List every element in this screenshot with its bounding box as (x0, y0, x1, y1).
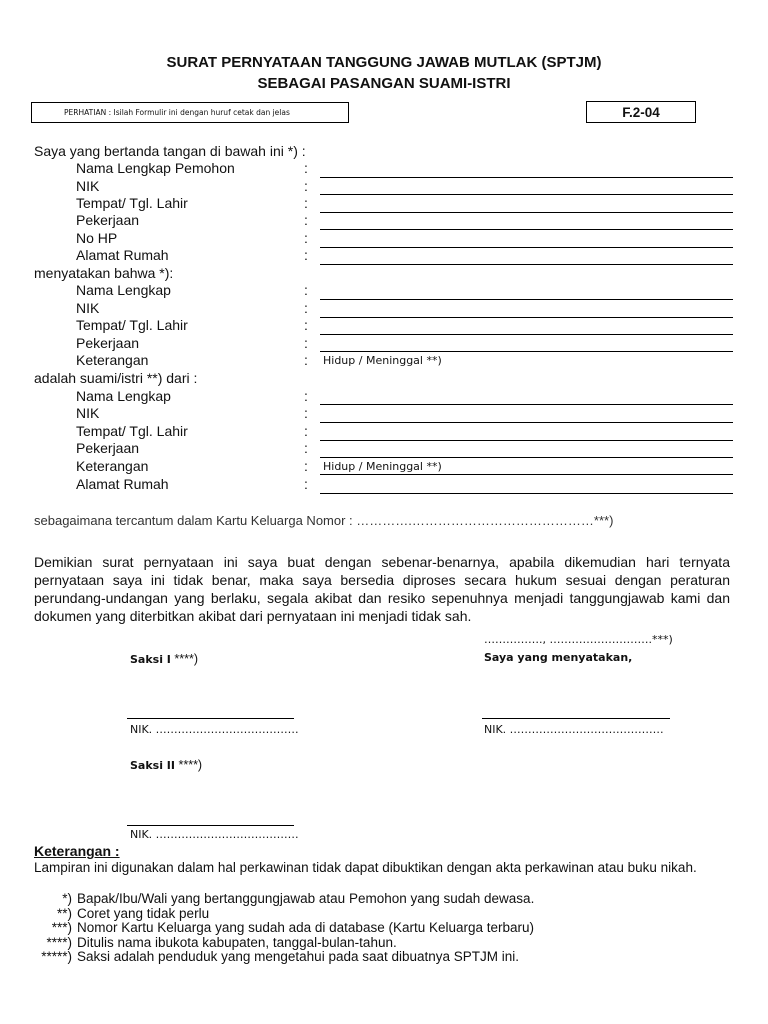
field-label: Nama Lengkap (76, 388, 171, 404)
fill-line[interactable] (320, 474, 733, 475)
section2-intro: menyatakan bahwa *): (34, 265, 174, 281)
place-date-line: ……………., ……………………….***) (484, 633, 673, 646)
footnotes-intro: Lampiran ini digunakan dalam hal perkawinan tidak dapat dibuktikan dengan akta perkawinan atau buku nikah. (34, 860, 697, 875)
saksi1-heading (130, 650, 198, 668)
field-label: Tempat/ Tgl. Lahir (76, 195, 188, 211)
statement-paragraph: Demikian surat pernyataan ini saya buat dengan sebenar-benarnya, apabila dikemudian hari ternyata pernyataan saya ini tidak benar, maka saya bersedia diproses secara hukum sesuai dengan peraturan perundang-undangan yang berlaku, segala akibat dan resiko sepenuhnya menjadi tanggungjawab kami dan dokumen yang diterbitkan akibat dari pernyataan ini menjadi tidak sah. (34, 554, 730, 624)
instruction-note: PERHATIAN : Isilah Formulir ini dengan huruf cetak dan jelas (31, 102, 349, 123)
fill-line[interactable] (320, 334, 733, 335)
field-label: NIK (76, 405, 100, 421)
saksi2-heading (130, 756, 202, 774)
saksi1-nik: NIK. ………………………………… (130, 723, 299, 736)
field-label: Tempat/ Tgl. Lahir (76, 317, 188, 333)
colon: : (304, 405, 308, 421)
footnotes-heading: Keterangan : (34, 843, 120, 859)
footnote-mark: **) (56, 906, 72, 921)
footnote-mark: *****) (41, 949, 72, 964)
fill-line[interactable] (320, 457, 733, 458)
status-value: Hidup / Meninggal **) (323, 460, 442, 473)
footnote-text: Coret yang tidak perlu (77, 906, 210, 921)
field-label: Keterangan (76, 352, 149, 368)
field-label: Pekerjaan (76, 212, 140, 228)
colon: : (304, 247, 308, 263)
field-label: NIK (76, 300, 100, 316)
footnote-text: Ditulis nama ibukota kabupaten, tanggal-bulan-tahun. (77, 935, 397, 950)
colon: : (304, 476, 308, 492)
fill-line[interactable] (320, 264, 733, 265)
field-label: Alamat Rumah (76, 247, 169, 263)
field-label: Pekerjaan (76, 335, 140, 351)
saksi1-signature-line[interactable] (127, 718, 294, 719)
declarant-nik: NIK. …………………………………… (484, 723, 664, 736)
field-label: Alamat Rumah (76, 476, 169, 492)
fill-line[interactable] (320, 404, 733, 405)
fill-line[interactable] (320, 317, 733, 318)
fill-line[interactable] (320, 247, 733, 248)
form-code: F.2-04 (586, 101, 696, 123)
form-title-line2: SEBAGAI PASANGAN SUAMI-ISTRI (257, 75, 511, 92)
colon: : (304, 352, 308, 368)
field-label: Keterangan (76, 458, 149, 474)
status-value: Hidup / Meninggal **) (323, 354, 442, 367)
fill-line[interactable] (320, 212, 733, 213)
fill-line[interactable] (320, 493, 733, 494)
declarant-signature-line[interactable] (482, 718, 670, 719)
fill-line[interactable] (320, 440, 733, 441)
saksi2-signature-line[interactable] (127, 825, 294, 826)
colon: : (304, 178, 308, 194)
section3-intro: adalah suami/istri **) dari : (34, 370, 198, 386)
field-label: Nama Lengkap Pemohon (76, 160, 235, 176)
colon: : (304, 440, 308, 456)
fill-line[interactable] (320, 299, 733, 300)
colon: : (304, 230, 308, 246)
field-label: Nama Lengkap (76, 282, 171, 298)
colon: : (304, 195, 308, 211)
field-label: Pekerjaan (76, 440, 140, 456)
saksi2-label: Saksi II (130, 759, 175, 772)
field-label: Tempat/ Tgl. Lahir (76, 423, 188, 439)
colon: : (304, 458, 308, 474)
footnote-mark: ***) (51, 920, 72, 935)
saksi1-label: Saksi I (130, 653, 171, 666)
fill-line[interactable] (320, 229, 733, 230)
colon: : (304, 160, 308, 176)
footnote-mark: *) (62, 891, 72, 906)
saksi2-mark: ****) (175, 758, 203, 772)
colon: : (304, 423, 308, 439)
field-label: No HP (76, 230, 118, 246)
saksi2-nik: NIK. ………………………………… (130, 828, 299, 841)
colon: : (304, 335, 308, 351)
colon: : (304, 317, 308, 333)
footnote-text: Saksi adalah penduduk yang mengetahui pada saat dibuatnya SPTJM ini. (77, 949, 520, 964)
colon: : (304, 212, 308, 228)
fill-line[interactable] (320, 422, 733, 423)
kk-number-line: sebagaimana tercantum dalam Kartu Keluarga Nomor : ………….……………………………………***) (34, 513, 614, 528)
colon: : (304, 300, 308, 316)
fill-line[interactable] (320, 351, 733, 352)
footnote-text: Nomor Kartu Keluarga yang sudah ada di database (Kartu Keluarga terbaru) (77, 920, 535, 935)
colon: : (304, 388, 308, 404)
declarant-label: Saya yang menyatakan, (484, 651, 633, 664)
colon: : (304, 282, 308, 298)
footnote-mark: ****) (46, 935, 72, 950)
saksi1-mark: ****) (170, 652, 198, 666)
form-title-line1: SURAT PERNYATAAN TANGGUNG JAWAB MUTLAK (SPTJM) (166, 54, 602, 71)
footnote-text: Bapak/Ibu/Wali yang bertanggungjawab atau Pemohon yang sudah dewasa. (77, 891, 535, 906)
field-label: NIK (76, 178, 100, 194)
fill-line[interactable] (320, 194, 733, 195)
fill-line[interactable] (320, 177, 733, 178)
section1-intro: Saya yang bertanda tangan di bawah ini *) : (34, 143, 306, 159)
